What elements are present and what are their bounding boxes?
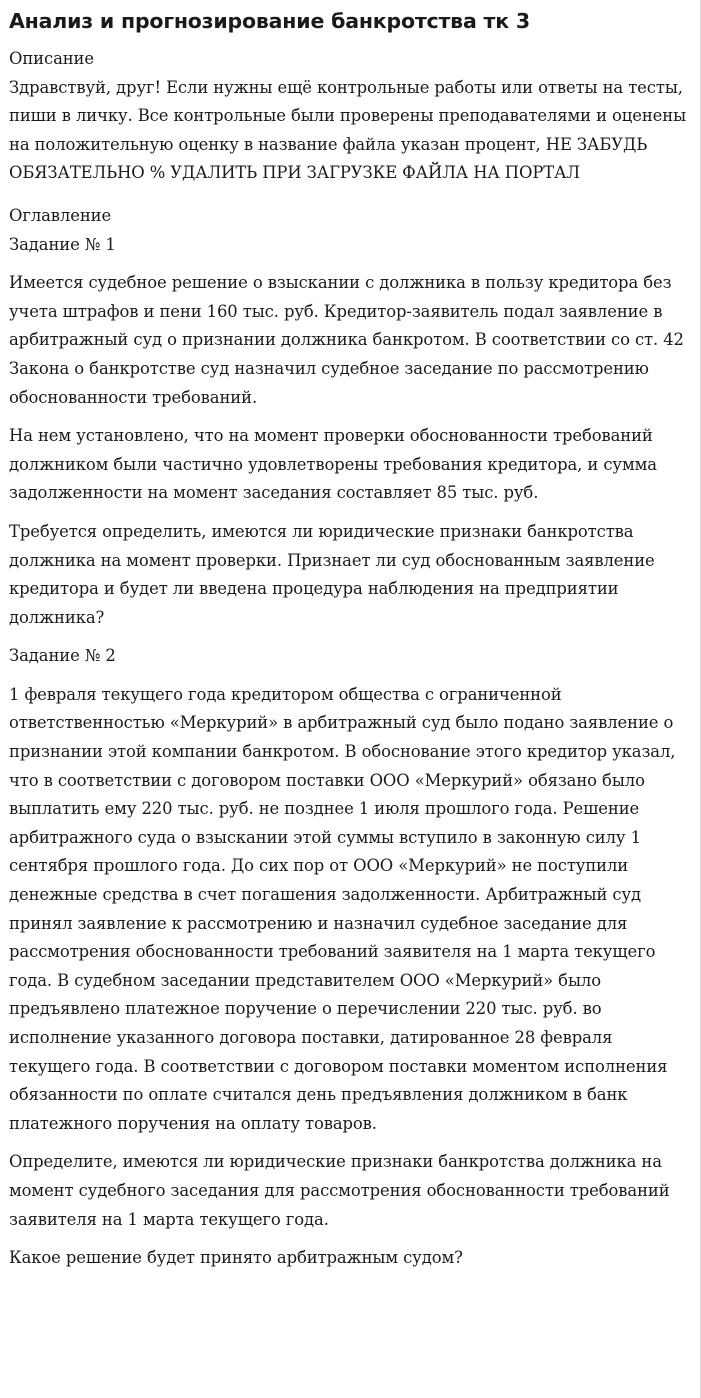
task1-heading: Задание № 1 bbox=[9, 234, 116, 254]
task1-paragraph-3: Требуется определить, имеются ли юридические признаки банкротства должника на момент проверки. Признает ли суд обоснованным заявление кредитора и будет ли введена процедура наблюдения на предприятии должника? bbox=[9, 521, 655, 627]
task1-paragraph-1: Имеется судебное решение о взыскании с должника в пользу кредитора без учета штрафов и пени 160 тыс. руб. Кредитор-заявитель подал заявление в арбитражный суд о признании должника банкротом. В соответствии со ст. 42 Закона о банкротстве суд назначил судебное заседание по рассмотрению обоснованности требований. bbox=[9, 273, 684, 407]
task2-paragraph-3: Какое решение будет принято арбитражным судом? bbox=[9, 1248, 463, 1268]
description-label: Описание bbox=[9, 49, 94, 68]
description-text: Здравствуй, друг! Если нужны ещё контрольные работы или ответы на тесты, пиши в личку. Все контрольные были проверены преподавателями и оценены на положительную оценку в название файла указан процент, НЕ ЗАБУДЬ ОБЯЗАТЕЛЬНО % УДАЛИТЬ ПРИ ЗАГРУЗКЕ ФАЙЛА НА ПОРТАЛ bbox=[9, 77, 687, 183]
task2-paragraph-1: 1 февраля текущего года кредитором общества с ограниченной ответственностью «Меркурий» в арбитражный суд было подано заявление о признании этой компании банкротом. В обоснование этого кредитор указал, что в соответствии с договором поставки ООО «Меркурий» обязано было выплатить ему 220 тыс. руб. не позднее 1 июля прошлого года. Решение арбитражного суда о взыскании этой суммы вступило в законную силу 1 сентября прошлого года. До сих пор от ООО «Меркурий» не поступили денежные средства в счет погашения задолженности. Арбитражный суд принял заявление к рассмотрению и назначил судебное заседание для рассмотрения обоснованности требований заявителя на 1 марта текущего года. В судебном заседании представителем ООО «Меркурий» было предъявлено платежное поручение о перечислении 220 тыс. руб. во исполнение указанного договора поставки, датированное 28 февраля текущего года. В соответствии с договором поставки моментом исполнения обязанности по оплате считался день предъявления должником в банк платежного поручения на оплату товаров. bbox=[9, 684, 676, 1133]
toc-label: Оглавление bbox=[9, 205, 112, 225]
task2-heading: Задание № 2 bbox=[9, 646, 116, 666]
document-title: Анализ и прогнозирование банкротства тк 3 bbox=[9, 9, 530, 33]
task1-paragraph-2: На нем установлено, что на момент проверки обоснованности требований должником были частично удовлетворены требования кредитора, и сумма задолженности на момент заседания составляет 85 тыс. руб. bbox=[9, 426, 657, 503]
task2-paragraph-2: Определите, имеются ли юридические признаки банкротства должника на момент судебного заседания для рассмотрения обоснованности требований заявителя на 1 марта текущего года. bbox=[9, 1152, 670, 1229]
